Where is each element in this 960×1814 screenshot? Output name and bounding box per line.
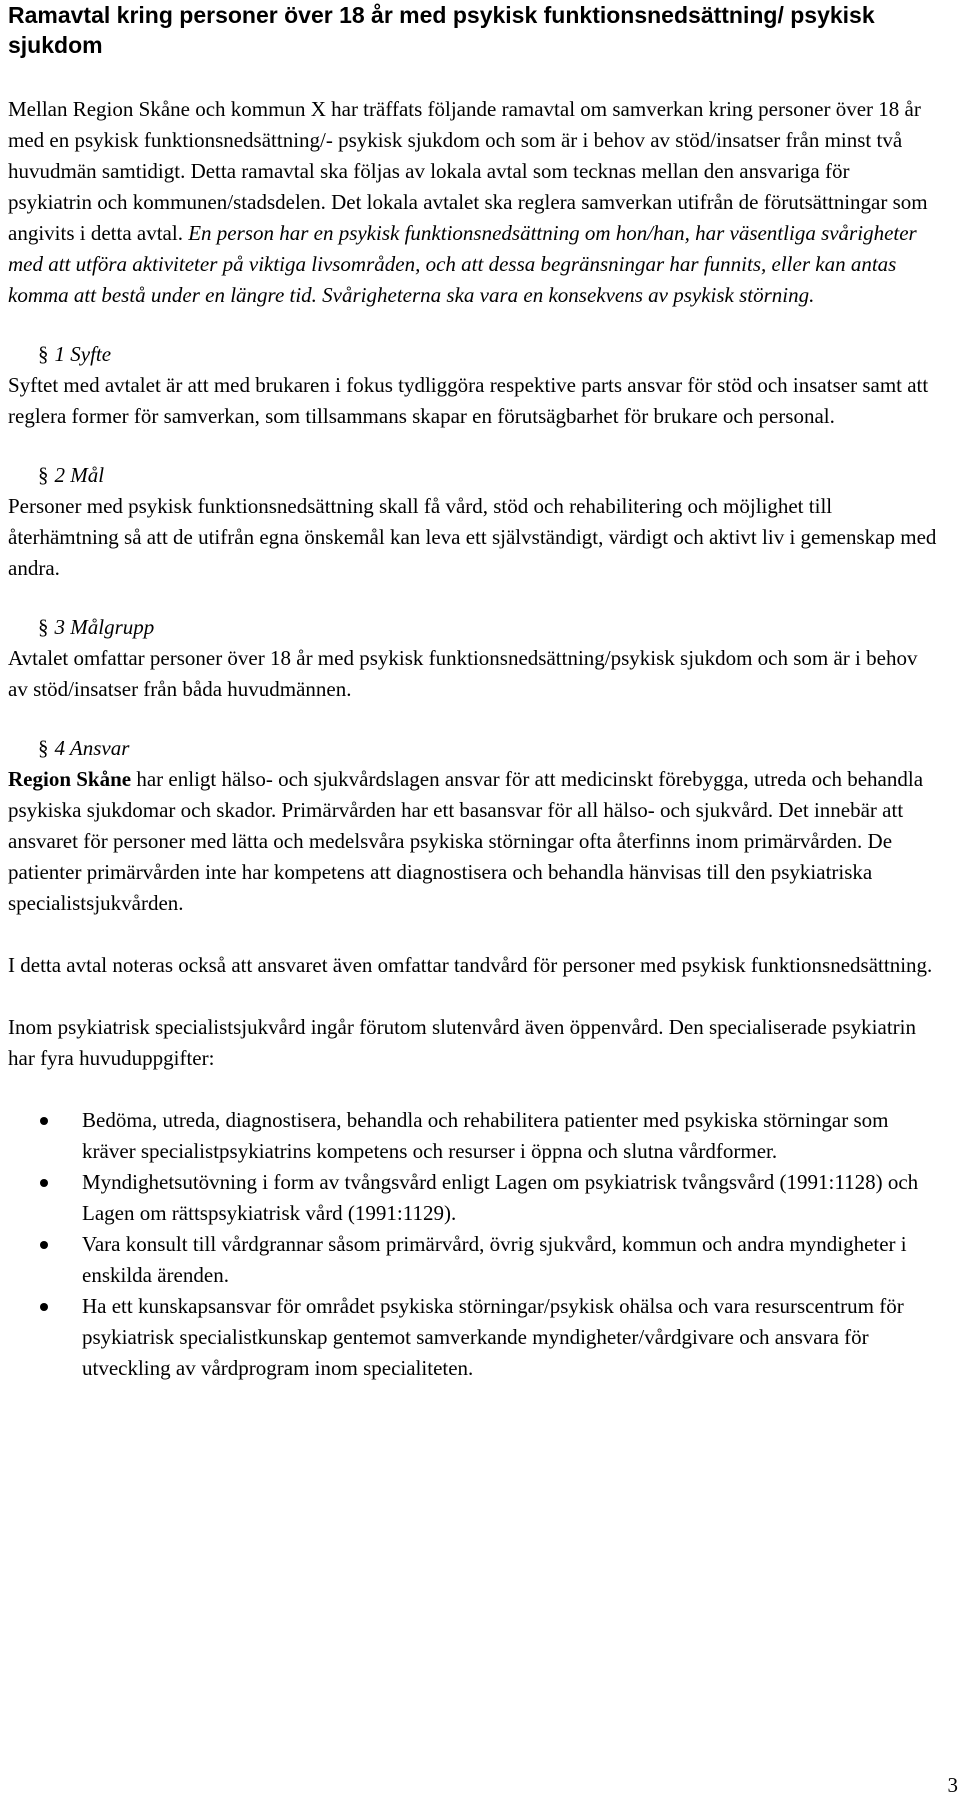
bullet-icon: [40, 1117, 48, 1125]
section-text: Personer med psykisk funktionsnedsättning skall få vård, stöd och rehabilitering och möjlighet till återhämtning så att de utifrån egna önskemål kan leva ett självständigt, värdigt och aktivt liv i gemenskap med andra.: [8, 494, 937, 580]
section-text: Avtalet omfattar personer över 18 år med psykisk funktionsnedsättning/psykisk sjukdom och som är i behov av stöd/insatser från båda huvudmännen.: [8, 646, 918, 701]
section-title: 4 Ansvar: [54, 736, 130, 760]
task-list: [8, 1105, 938, 1384]
paragraph-tandvard: I detta avtal noteras också att ansvaret även omfattar tandvård för personer med psykisk funktionsnedsättning.: [8, 953, 933, 977]
section-heading: [8, 612, 938, 643]
document-page: [8, 0, 938, 1384]
intro-definition: En person har en psykisk funktionsnedsättning om hon/han, har väsentliga svårigheter med att utföra aktiviteter på viktiga livsområden, och att dessa begränsningar har funnits, eller kan antas komma att bestå under en längre tid. Svårigheterna ska vara en konsekvens av psykisk störning.: [8, 221, 917, 307]
paragraph-specialistsjukvard: Inom psykiatrisk specialistsjukvård ingår förutom slutenvård även öppenvård. Den specialiserade psykiatrin har fyra huvuduppgifter:: [8, 1015, 917, 1070]
list-item: [8, 1105, 938, 1167]
section-title: 2 Mål: [54, 463, 105, 487]
section-syfte: [8, 339, 938, 432]
list-item: [8, 1291, 938, 1384]
section-text: [8, 764, 938, 919]
list-item: [8, 1229, 938, 1291]
list-item-text: Myndighetsutövning i form av tvångsvård enligt Lagen om psykiatrisk tvångsvård (1991:1128) och Lagen om rättspsykiatrisk vård (1991:1129).: [82, 1170, 919, 1225]
bullet-icon: [40, 1241, 48, 1249]
section-malgrupp: [8, 612, 938, 705]
bullet-icon: [40, 1179, 48, 1187]
section-mal: [8, 460, 938, 584]
section-ansvar: [8, 733, 938, 919]
list-item-text: Vara konsult till vårdgrannar såsom primärvård, övrig sjukvård, kommun och andra myndigheter i enskilda ärenden.: [82, 1232, 907, 1287]
section-heading: [8, 339, 938, 370]
intro-paragraph: [8, 94, 938, 311]
document-title: Ramavtal kring personer över 18 år med psykisk funktionsnedsättning/ psykisk sjukdom: [8, 2, 875, 58]
section-title: 1 Syfte: [54, 342, 112, 366]
bullet-icon: [40, 1303, 48, 1311]
list-item-text: Bedöma, utreda, diagnostisera, behandla och rehabilitera patienter med psykiska störningar som kräver specialistpsykiatrins kompetens och resurser i öppna och slutna vårdformer.: [82, 1108, 889, 1163]
section-text: Syftet med avtalet är att med brukaren i fokus tydliggöra respektive parts ansvar för stöd och insatser samt att reglera former för samverkan, som tillsammans skapar en förutsägbarhet för brukare och personal.: [8, 373, 929, 428]
section-symbol: §: [38, 736, 49, 760]
section-symbol: §: [38, 615, 49, 639]
section-text-body: har enligt hälso- och sjukvårdslagen ansvar för att medicinskt förebygga, utreda och behandla psykiska sjukdomar och skador. Primärvården har ett basansvar för all hälso- och sjukvård. Det innebär att ansvaret för personer med lätta och medelsvåra psykiska störningar ofta återfinns inom primärvården. De patienter primärvården inte har kompetens att diagnostisera och behandla hänvisas till den psykiatriska specialistsjukvården.: [8, 767, 924, 915]
list-item-text: Ha ett kunskapsansvar för området psykiska störningar/psykisk ohälsa och vara resurscentrum för psykiatrisk specialistkunskap gentemot samverkande myndigheter/vårdgivare och ansvara för utveckling av vårdprogram inom specialiteten.: [82, 1294, 904, 1380]
region-skane-lead: Region Skåne: [8, 767, 132, 791]
list-item: [8, 1167, 938, 1229]
section-symbol: §: [38, 463, 49, 487]
intro-text: Mellan Region Skåne och kommun X har träffats följande ramavtal om samverkan kring personer över 18 år med en psykisk funktionsnedsättning/- psykisk sjukdom och som är i behov av stöd/insatser från minst två huvudmän samtidigt. Detta ramavtal ska följas av lokala avtal som tecknas mellan den ansvariga för psykiatrin och kommunen/stadsdelen. Det lokala avtalet ska reglera samverkan utifrån de förutsättningar som angivits i detta avtal.: [8, 97, 928, 245]
section-title: 3 Målgrupp: [54, 615, 155, 639]
section-heading: [8, 733, 938, 764]
page-number: 3: [947, 1773, 958, 1797]
section-symbol: §: [38, 342, 49, 366]
section-heading: [8, 460, 938, 491]
